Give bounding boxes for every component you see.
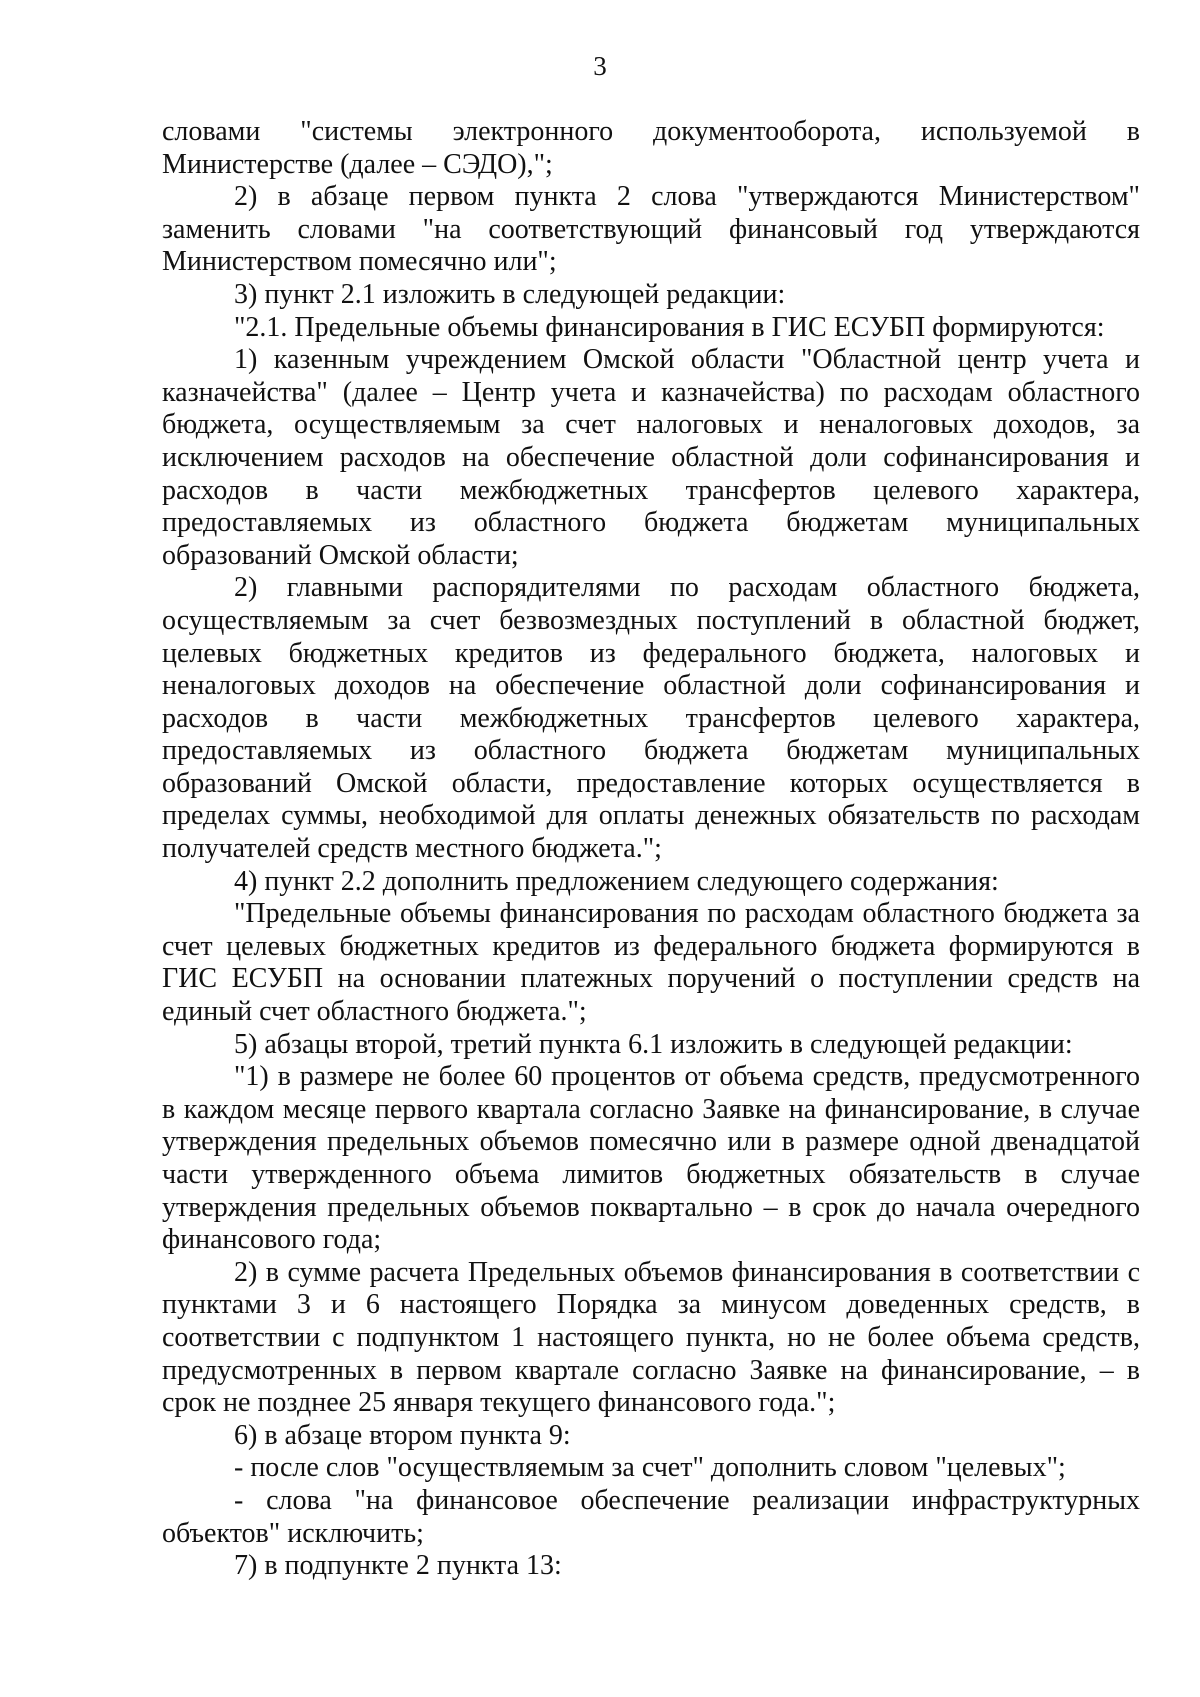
document-body: [162, 116, 1140, 1583]
page-number: 3: [593, 51, 607, 81]
paragraph: словами "системы электронного документооборота, используемой в Министерстве (далее – СЭДО),";: [162, 116, 1140, 180]
paragraph: 4) пункт 2.2 дополнить предложением следующего содержания:: [234, 865, 999, 897]
paragraph: - после слов "осуществляемым за счет" дополнить словом "целевых";: [234, 1452, 1066, 1484]
paragraph: "Предельные объемы финансирования по расходам областного бюджета за счет целевых бюджетных кредитов из федерального бюджета формируются в ГИС ЕСУБП на основании платежных поручений о поступлении средств на единый счет областного бюджета.";: [162, 898, 1140, 1028]
paragraph: 3) пункт 2.1 изложить в следующей редакции:: [234, 278, 786, 310]
paragraph: 2) в абзаце первом пункта 2 слова "утверждаются Министерством" заменить словами "на соответствующий финансовый год утверждаются Министерством помесячно или";: [162, 181, 1140, 278]
paragraph: 2) главными распорядителями по расходам областного бюджета, осуществляемым за счет безвозмездных поступлений в областной бюджет, целевых бюджетных кредитов из федерального бюджета, налоговых и неналоговых доходов на обеспечение областной доли софинансирования и расходов в части межбюджетных трансфертов целевого характера, предоставляемых из областного бюджета бюджетам муниципальных образований Омской области, предоставление которых осуществляется в пределах суммы, необходимой для оплаты денежных обязательств по расходам получателей средств местного бюджета.";: [162, 572, 1140, 865]
paragraph: "2.1. Предельные объемы финансирования в ГИС ЕСУБП формируются:: [234, 311, 1105, 343]
paragraph: 6) в абзаце втором пункта 9:: [234, 1419, 571, 1451]
paragraph: 2) в сумме расчета Предельных объемов финансирования в соответствии с пунктами 3 и 6 настоящего Порядка за минусом доведенных средств, в соответствии с подпунктом 1 настоящего пункта, но не более объема средств, предусмотренных в первом квартале согласно Заявке на финансирование, – в срок не позднее 25 января текущего финансового года.";: [162, 1256, 1140, 1419]
paragraph: 1) казенным учреждением Омской области "Областной центр учета и казначейства" (далее – Центр учета и казначейства) по расходам областного бюджета, осуществляемым за счет налоговых и неналоговых доходов, за исключением расходов на обеспечение областной доли софинансирования и расходов в части межбюджетных трансфертов целевого характера, предоставляемых из областного бюджета бюджетам муниципальных образований Омской области;: [162, 344, 1140, 571]
paragraph: 7) в подпункте 2 пункта 13:: [234, 1550, 562, 1582]
paragraph: 5) абзацы второй, третий пункта 6.1 изложить в следующей редакции:: [234, 1028, 1073, 1060]
paragraph: "1) в размере не более 60 процентов от объема средств, предусмотренного в каждом месяце первого квартала согласно Заявке на финансирование, в случае утверждения предельных объемов помесячно или в размере одной двенадцатой части утвержденного объема лимитов бюджетных обязательств в случае утверждения предельных объемов поквартально – в срок до начала очередного финансового года;: [162, 1061, 1140, 1256]
paragraph: - слова "на финансовое обеспечение реализации инфраструктурных объектов" исключить;: [162, 1484, 1140, 1549]
